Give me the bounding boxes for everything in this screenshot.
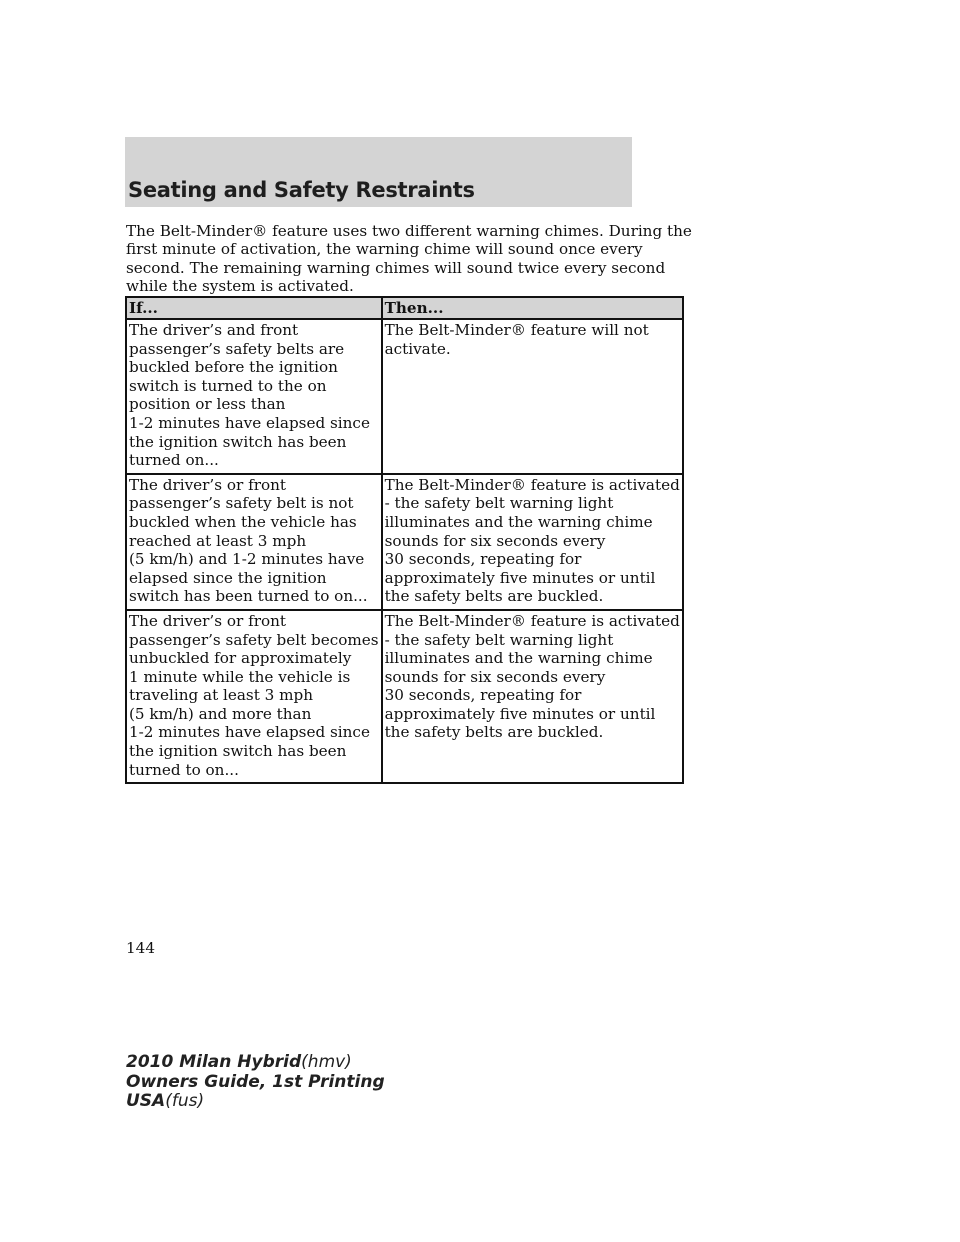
footer-edition: Owners Guide, 1st Printing <box>126 1071 385 1092</box>
cell-line: 30 seconds, repeating for <box>384 550 582 569</box>
cell-line: unbuckled for approximately <box>129 649 352 668</box>
cell-line: activate. <box>384 339 451 358</box>
column-header-if: If... <box>126 297 382 319</box>
section-title: Seating and Safety Restraints <box>128 178 475 202</box>
cell-line: 30 seconds, repeating for <box>384 686 582 705</box>
footer-market: USA <box>126 1091 166 1111</box>
result-cell <box>382 319 683 474</box>
cell-line: 1-2 minutes have elapsed since <box>129 723 370 742</box>
result-cell <box>382 474 683 610</box>
cell-line: The Belt-Minder® feature is activated <box>384 611 680 630</box>
intro-paragraph <box>126 222 692 296</box>
cell-line: the safety belts are buckled. <box>384 587 604 606</box>
condition-cell <box>126 610 382 783</box>
print-footer <box>126 1053 385 1112</box>
cell-line: switch is turned to the on <box>129 376 327 395</box>
cell-line: turned to on... <box>129 760 239 779</box>
footer-line-edition <box>126 1073 385 1093</box>
column-header-then: Then... <box>382 297 683 319</box>
intro-line: first minute of activation, the warning chime will sound once every <box>126 240 643 259</box>
table-row <box>126 319 683 474</box>
cell-line: switch has been turned to on... <box>129 587 368 606</box>
cell-line: elapsed since the ignition <box>129 568 327 587</box>
cell-line: traveling at least 3 mph <box>129 686 314 705</box>
cell-line: sounds for six seconds every <box>384 667 606 686</box>
cell-line: The driver’s or front <box>129 475 286 494</box>
cell-line: reached at least 3 mph <box>129 531 307 550</box>
cell-line: passenger’s safety belt is not <box>129 494 354 513</box>
cell-line: the ignition switch has been <box>129 742 347 761</box>
condition-cell <box>126 474 382 610</box>
cell-line: passenger’s safety belt becomes <box>129 630 379 649</box>
table-row <box>126 474 683 610</box>
cell-line: illuminates and the warning chime <box>384 512 653 531</box>
cell-line: The Belt-Minder® feature will not <box>384 321 649 339</box>
cell-line: passenger’s safety belts are <box>129 339 345 358</box>
cell-line: approximately five minutes or until <box>384 704 656 723</box>
footer-model-code: (hmv) <box>301 1052 352 1072</box>
cell-line: The driver’s or front <box>129 611 286 630</box>
cell-line: (5 km/h) and 1-2 minutes have <box>129 550 365 569</box>
intro-line: while the system is activated. <box>126 277 354 296</box>
belt-minder-table <box>125 296 684 784</box>
cell-line: buckled when the vehicle has <box>129 512 357 531</box>
cell-line: approximately five minutes or until <box>384 568 656 587</box>
cell-line: 1 minute while the vehicle is <box>129 667 351 686</box>
footer-market-code: (fus) <box>165 1091 205 1111</box>
cell-line: sounds for six seconds every <box>384 531 606 550</box>
cell-line: - the safety belt warning light <box>384 630 614 649</box>
footer-line-model <box>126 1053 385 1073</box>
footer-model: 2010 Milan Hybrid <box>126 1052 302 1072</box>
cell-line: the ignition switch has been <box>129 432 347 451</box>
intro-line: second. The remaining warning chimes will sound twice every second <box>126 258 666 277</box>
cell-line: turned on... <box>129 451 219 470</box>
cell-line: - the safety belt warning light <box>384 494 614 513</box>
table-row <box>126 610 683 783</box>
result-cell <box>382 610 683 783</box>
footer-line-market <box>126 1092 385 1112</box>
table-header-row <box>126 297 683 319</box>
cell-line: The Belt-Minder® feature is activated <box>384 475 680 494</box>
cell-line: buckled before the ignition <box>129 358 338 377</box>
cell-line: the safety belts are buckled. <box>384 723 604 742</box>
cell-line: The driver’s and front <box>129 321 299 339</box>
cell-line: 1-2 minutes have elapsed since <box>129 413 370 432</box>
condition-cell <box>126 319 382 474</box>
page-number: 144 <box>126 939 155 957</box>
cell-line: position or less than <box>129 395 286 414</box>
cell-line: illuminates and the warning chime <box>384 649 653 668</box>
intro-line: The Belt-Minder® feature uses two different warning chimes. During the <box>126 222 692 240</box>
cell-line: (5 km/h) and more than <box>129 704 312 723</box>
